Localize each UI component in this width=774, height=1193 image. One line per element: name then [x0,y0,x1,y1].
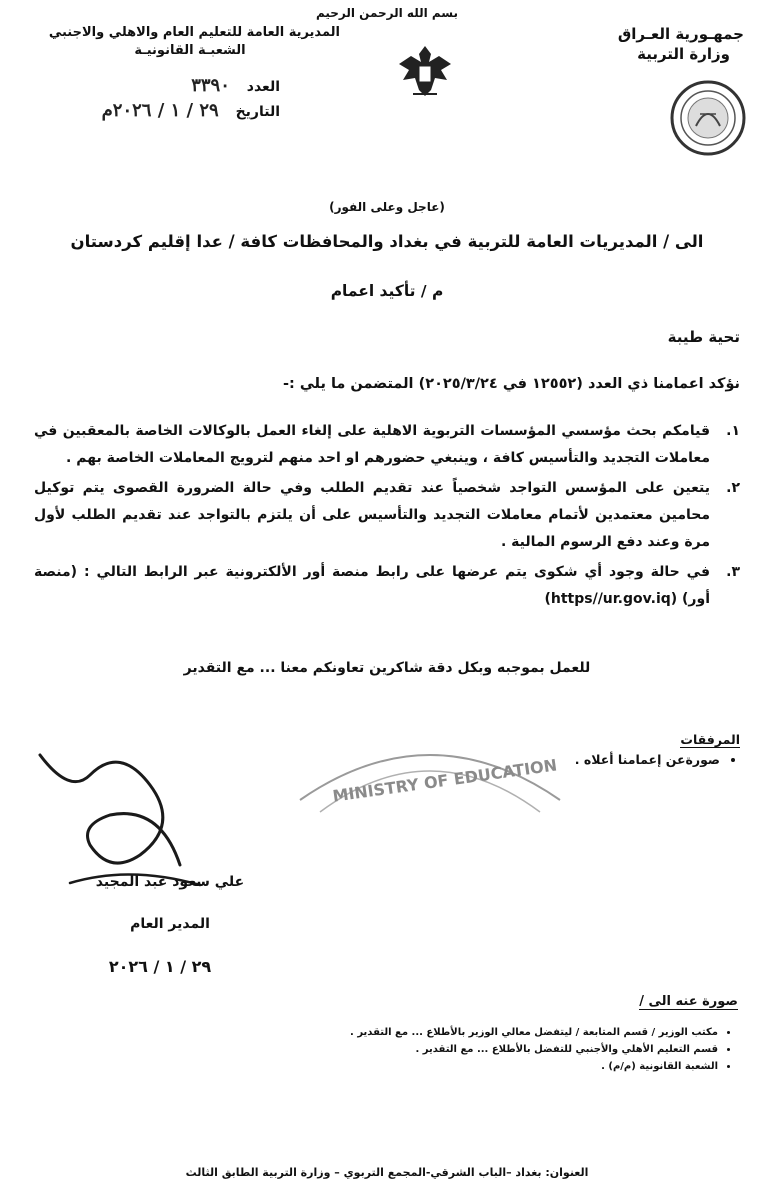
reference-block [30,74,280,124]
addressee-line: الى / المديريات العامة للتربية في بغداد والمحافظات كافة / عدا إقليم كردستان [70,232,704,251]
point-number: ٢. [726,480,740,496]
subject-line: م / تأكيد اعمام [330,282,444,300]
attachments-list [440,752,740,767]
cc-list [218,1024,738,1075]
numbered-points [34,418,740,616]
handwritten-signature [30,735,210,895]
urgent-note: (عاجل وعلى الفور) [329,200,445,214]
greeting: تحية طيبة [667,328,740,346]
point-text: يتعين على المؤسس التواجد شخصياً عند تقديم الطلب وفي حالة الضرورة القصوى يتم توكيل محامين معتمدين لأتمام معاملات التجديد والتأسيس على أن يلتزم بالتواجد عند تقديم الطلب لأول مرة وعند دفع الرسوم المالية . [34,480,710,550]
eagle-emblem-icon [395,40,455,100]
intro-paragraph: نؤكد اعمامنا ذي العدد (١٢٥٥٢ في ٢٠٢٥/٣/٢٤) المتضمن ما يلي :- [283,376,740,392]
point-number: ٣. [726,564,740,580]
reference-number-line [30,74,280,99]
point-item [34,475,740,556]
cc-heading: صورة عنه الى / [639,994,738,1009]
signatory-title: المدير العام [130,916,210,932]
point-item [34,418,740,472]
cc-item: • الشعبة القانونية (م/م) . [218,1058,718,1075]
point-text: قيامكم بحث مؤسسي المؤسسات التربوية الاهلية على إلغاء العمل بالوكالات الخاصة بالمعقبين في معاملات التجديد والتأسيس كافة ، وينبغي حضورهم او احد منهم لترويج المعاملات الخاصة بهم . [34,423,710,466]
number-value: ٣٣٩٠ [191,75,230,96]
ministry-header [574,24,744,64]
directorate-title: المديرية العامة للتعليم العام والاهلي والاجنبي [48,25,340,40]
legal-section-title: الشعبـة القانونيـة [134,43,246,58]
signature-date: ٢٩ / ١ / ٢٠٢٦ [108,957,212,976]
ministry-title: وزارة التربية [637,45,730,63]
attachment-item: • صورةعن إعمامنا أعلاه . [440,752,720,767]
closing-line: للعمل بموجبه وبكل دقة شاكرين تعاونكم معنا ... مع التقدير [183,660,591,676]
stamp-text: MINISTRY OF EDUCATION [331,755,559,806]
date-value: ٢٩ / ١ / ٢٠٢٦م [101,100,219,121]
footer-address: العنوان: بغداد –الباب الشرقي-المجمع التربوي – وزارة التربية الطابق الثالث [185,1166,589,1179]
number-label: العدد [246,79,280,95]
directorate-header [40,24,340,60]
cc-item: • قسم التعليم الأهلي والأجنبي للتفضل بالأطلاع ... مع التقدير . [218,1041,718,1058]
date-label: التاريخ [235,104,280,120]
attachments-heading: المرفقات [680,732,740,747]
reference-date-line [30,99,280,124]
signatory-name: علي سعود عبد المجيد [95,874,245,890]
basmala: بسم الله الرحمن الرحيم [315,6,459,20]
republic-title: جمهـورية العـراق [617,25,744,43]
point-number: ١. [726,423,740,439]
point-item [34,559,740,613]
point-text: في حالة وجود أي شكوى يتم عرضها على رابط منصة أور الألكترونية عبر الرابط التالي : (منصة أور) (https//ur.gov.iq) [34,564,710,607]
ministry-logo-seal [668,78,748,158]
cc-item: • مكتب الوزير / قسم المتابعة / ليتفضل معالي الوزير بالأطلاع ... مع التقدير . [218,1024,718,1041]
